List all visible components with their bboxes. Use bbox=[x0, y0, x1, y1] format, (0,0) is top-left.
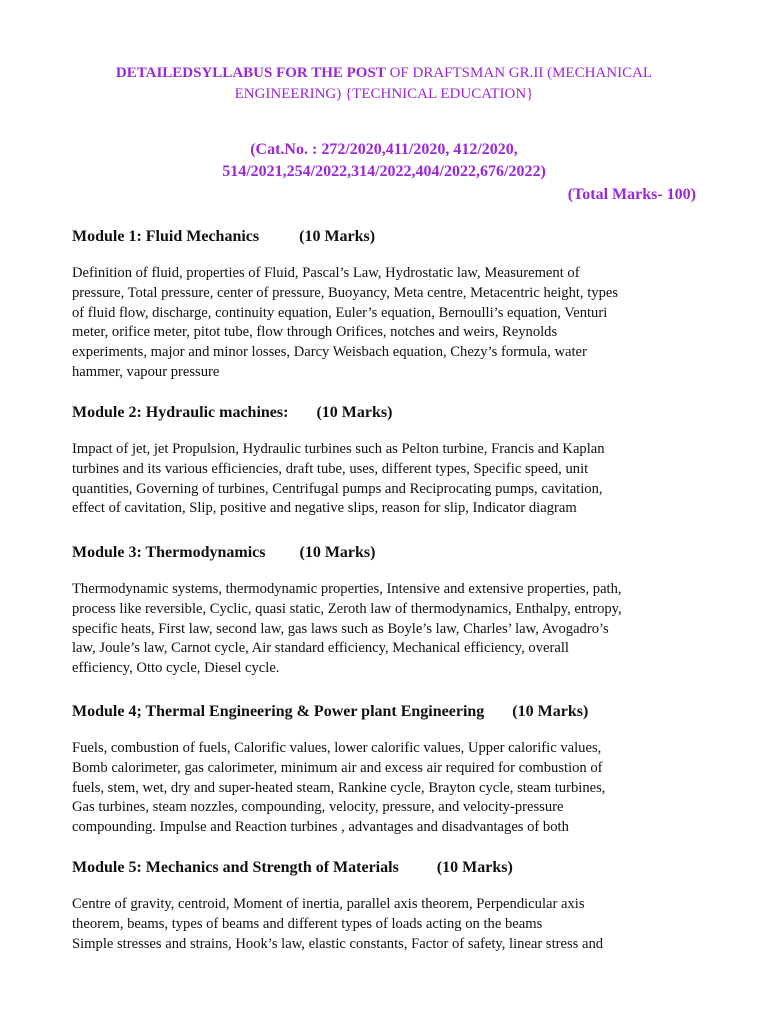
body-line: hammer, vapour pressure bbox=[72, 363, 220, 380]
body-line: theorem, beams, types of beams and different types of loads acting on the beams bbox=[72, 915, 543, 932]
body-line: experiments, major and minor losses, Darcy Weisbach equation, Chezy’s formula, water bbox=[72, 344, 587, 361]
body-line: Simple stresses and strains, Hook’s law, elastic constants, Factor of safety, linear stress and bbox=[72, 935, 604, 952]
module-title: Module 1: Fluid Mechanics bbox=[72, 228, 260, 245]
body-line: law, Joule’s law, Carnot cycle, Air standard efficiency, Mechanical efficiency, overall bbox=[72, 640, 569, 657]
module-body bbox=[72, 264, 702, 383]
body-line: specific heats, First law, second law, gas laws such as Boyle’s law, Charles’ law, Avogadro’s bbox=[72, 620, 609, 637]
module-body bbox=[72, 580, 702, 679]
body-line: turbines and its various efficiencies, draft tube, uses, different types, Specific speed, unit bbox=[72, 460, 589, 477]
module-marks: (10 Marks) bbox=[299, 544, 376, 561]
body-line: Bomb calorimeter, gas calorimeter, minimum air and excess air required for combustion of bbox=[72, 759, 603, 776]
module-title: Module 5: Mechanics and Strength of Materials bbox=[72, 859, 399, 876]
module-5 bbox=[72, 858, 702, 954]
module-3 bbox=[72, 543, 702, 679]
module-1 bbox=[72, 227, 702, 383]
title-line-1 bbox=[40, 63, 728, 84]
title-bold-text: DETAILEDSYLLABUS FOR THE POST bbox=[115, 65, 386, 81]
module-2 bbox=[72, 403, 702, 519]
body-line: Definition of fluid, properties of Fluid, Pascal’s Law, Hydrostatic law, Measurement of bbox=[72, 265, 580, 281]
module-body bbox=[72, 440, 702, 519]
total-marks: (Total Marks- 100) bbox=[567, 186, 696, 203]
module-heading bbox=[72, 227, 702, 247]
module-heading bbox=[72, 543, 702, 563]
module-heading bbox=[72, 702, 702, 722]
body-line: of fluid flow, discharge, continuity equation, Euler’s equation, Bernoulli’s equation, Venturi bbox=[72, 304, 608, 321]
module-4 bbox=[72, 702, 702, 838]
module-body bbox=[72, 895, 702, 954]
module-marks: (10 Marks) bbox=[316, 404, 393, 421]
body-line: Thermodynamic systems, thermodynamic properties, Intensive and extensive properties, path, bbox=[72, 581, 622, 597]
body-line: effect of cavitation, Slip, positive and negative slips, reason for slip, Indicator diagram bbox=[72, 500, 577, 517]
body-line: meter, orifice meter, pitot tube, flow through Orifices, notches and weirs, Reynolds bbox=[72, 324, 558, 341]
module-marks: (10 Marks) bbox=[512, 703, 589, 720]
module-title: Module 4; Thermal Engineering & Power plant Engineering bbox=[72, 703, 485, 720]
body-line: Gas turbines, steam nozzles, compounding, velocity, pressure, and velocity-pressure bbox=[72, 799, 564, 816]
title-rest-text: OF DRAFTSMAN GR.II (MECHANICAL bbox=[385, 65, 653, 81]
cat-line-2: 514/2021,254/2022,314/2022,404/2022,676/2022) bbox=[222, 163, 546, 180]
body-line: quantities, Governing of turbines, Centrifugal pumps and Reciprocating pumps, cavitation, bbox=[72, 480, 603, 497]
module-marks: (10 Marks) bbox=[299, 228, 376, 245]
body-line: Impact of jet, jet Propulsion, Hydraulic turbines such as Pelton turbine, Francis and Kaplan bbox=[72, 441, 605, 457]
module-heading bbox=[72, 858, 702, 878]
body-line: pressure, Total pressure, center of pressure, Buoyancy, Meta centre, Metacentric height, types bbox=[72, 284, 619, 301]
body-line: Centre of gravity, centroid, Moment of inertia, parallel axis theorem, Perpendicular axis bbox=[72, 896, 585, 912]
module-heading bbox=[72, 403, 702, 423]
cat-line-1: (Cat.No. : 272/2020,411/2020, 412/2020, bbox=[250, 141, 518, 158]
body-line: process like reversible, Cyclic, quasi static, Zeroth law of thermodynamics, Enthalpy, entropy, bbox=[72, 600, 622, 617]
module-body bbox=[72, 739, 702, 838]
module-title: Module 3: Thermodynamics bbox=[72, 544, 266, 561]
category-numbers bbox=[40, 139, 728, 183]
module-marks: (10 Marks) bbox=[436, 859, 513, 876]
body-line: efficiency, Otto cycle, Diesel cycle. bbox=[72, 660, 280, 677]
body-line: compounding. Impulse and Reaction turbines , advantages and disadvantages of both bbox=[72, 819, 569, 836]
title-line-2: ENGINEERING) {TECHNICAL EDUCATION} bbox=[234, 86, 534, 102]
body-line: Fuels, combustion of fuels, Calorific values, lower calorific values, Upper calorific values, bbox=[72, 740, 602, 756]
body-line: fuels, stem, wet, dry and super-heated steam, Rankine cycle, Brayton cycle, steam turbines, bbox=[72, 779, 606, 796]
module-title: Module 2: Hydraulic machines: bbox=[72, 404, 289, 421]
document-title bbox=[40, 63, 728, 105]
